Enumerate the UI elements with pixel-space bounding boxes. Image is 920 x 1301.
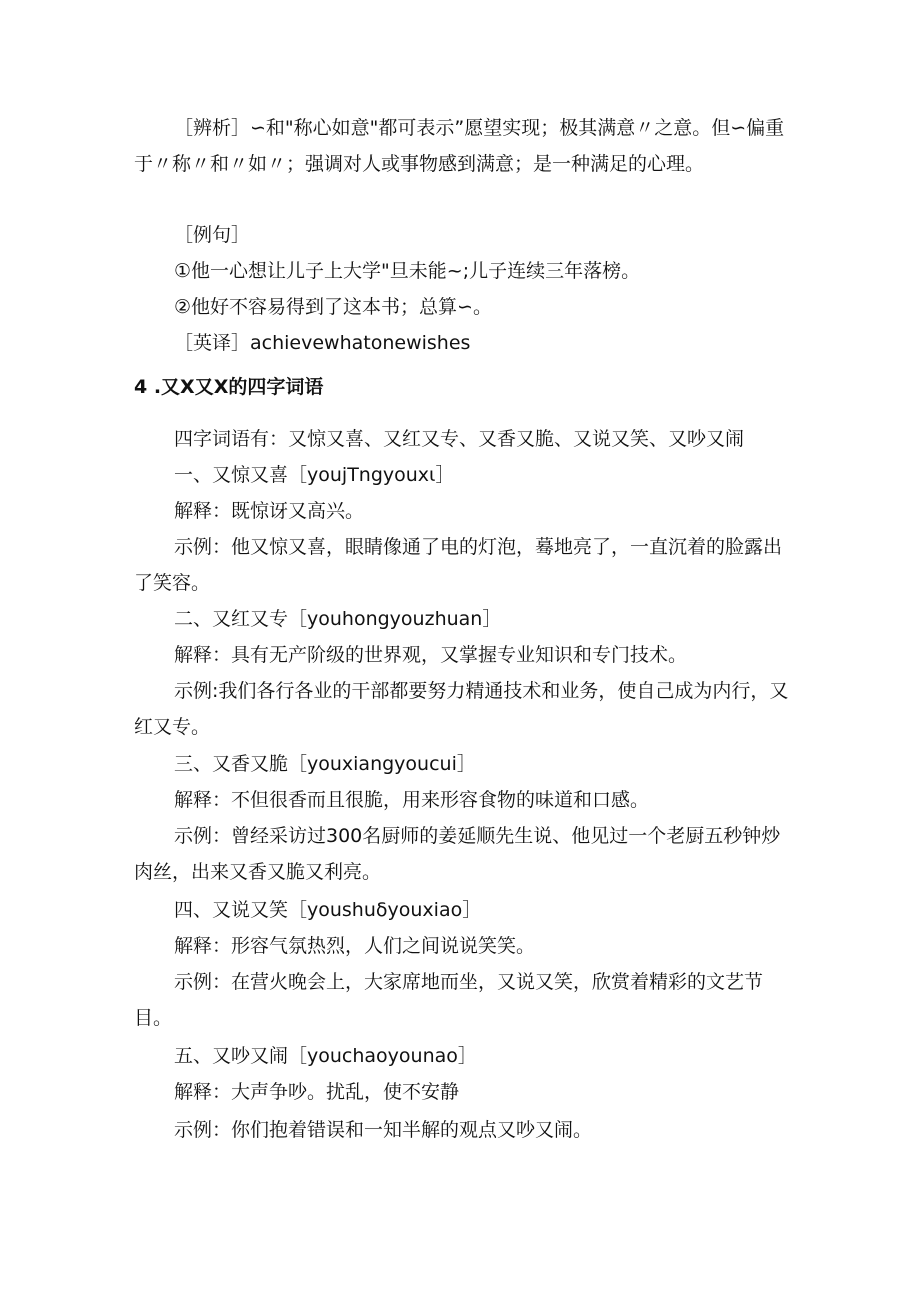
entry-title: 四、又说又笑［youshuδyouxiao］ — [174, 899, 482, 921]
entry-example: 示例：曾经采访过300名厨师的姜延顺先生说、他见过一个老厨五秒钟炒肉丝，出来又香又脆又利亮。 — [134, 825, 781, 883]
entry-meaning: 解释：大声争吵。扰乱，使不安静 — [174, 1081, 460, 1103]
entry-meaning: 解释：既惊讶又高兴。 — [174, 500, 365, 522]
entry-title: 五、又吵又闹［youchaoyounao］ — [174, 1045, 477, 1067]
analysis-paragraph: ［辨析］∽和"称心如意"都可表示”愿望实现；极其满意〃之意。但∽偏重于〃称〃和〃如〃；强调对人或事物感到满意；是一种满足的心理。 — [134, 117, 785, 175]
entry-title: 三、又香又脆［youxiangyoucui］ — [174, 753, 476, 775]
example-sentence-1: ①他一心想让儿子上大学"旦未能~;儿子连续三年落榜。 — [174, 260, 641, 282]
entry-meaning: 解释：具有无产阶级的世界观，又掌握专业知识和专门技术。 — [174, 644, 688, 666]
example-sentence-2: ②他好不容易得到了这本书；总算∽。 — [174, 296, 492, 318]
entry-title: 一、又惊又喜［youjTngyouxι］ — [174, 464, 455, 486]
entry-meaning: 解释：形容气氛热烈，人们之间说说笑笑。 — [174, 935, 536, 957]
intro-line: 四字词语有：又惊又喜、又红又专、又香又脆、又说又笑、又吵又闹 — [174, 428, 745, 450]
english-translation: ［英译］achievewhatonewishes — [174, 332, 471, 354]
entry-title: 二、又红又专［youhongyouzhuan］ — [174, 608, 502, 630]
entry-example: 示例：你们抱着错误和一知半解的观点又吵又闹。 — [174, 1119, 593, 1141]
example-label: ［例句］ — [174, 224, 251, 246]
entry-example: 示例：在营火晚会上，大家席地而坐，又说又笑，欣赏着精彩的文艺节目。 — [134, 971, 764, 1029]
section-heading: 4 .又X又X的四字词语 — [134, 376, 324, 398]
entry-meaning: 解释：不但很香而且很脆，用来形容食物的味道和口感。 — [174, 789, 650, 811]
entry-example: 示例:我们各行各业的干部都要努力精通技术和业务，使自己成为内行，又红又专。 — [134, 680, 789, 738]
entry-example: 示例：他又惊又喜，眼睛像通了电的灯泡，蓦地亮了，一直沉着的脸露出了笑容。 — [134, 536, 783, 594]
